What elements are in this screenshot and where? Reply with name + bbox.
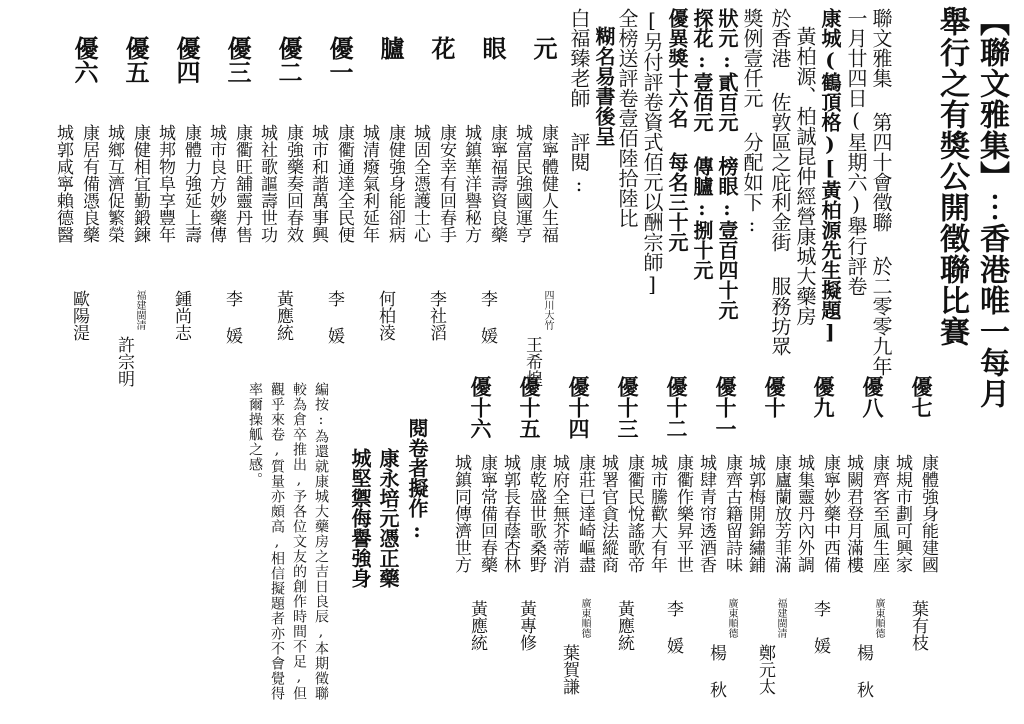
winner-couplet-line2: 城郭梅開錦繡鋪: [745, 454, 765, 573]
intro-line5: 於香港 佐敦區之庇利金街 服務坊眾: [768, 8, 792, 356]
editor-note-line1: 編按:為還就康城大藥房之吉日良辰,本期徵聯: [313, 382, 329, 701]
prize-line8: 白福臻老師 評閱:: [567, 8, 591, 196]
winner-rank: 元: [529, 36, 558, 60]
winner-couplet-line1: 康寧常備回春藥: [477, 454, 497, 573]
winner-origin: 廣東順德: [579, 598, 590, 638]
winner-author: 鄭元太: [755, 644, 775, 695]
judges-title: 閱卷者擬作:: [405, 418, 429, 542]
winner-couplet-line2: 城肆青帘透酒香: [696, 454, 716, 573]
judges-line1: 康永培元憑正藥: [376, 448, 400, 588]
winner-author: 楊 秋: [706, 644, 726, 698]
winner-author: 黃應統: [467, 600, 487, 651]
winner-couplet-line1: 康衢旺舖靈丹售: [232, 124, 252, 243]
winner-rank: 優十四: [566, 376, 591, 439]
winner-rank: 優八: [860, 376, 885, 418]
intro-line1: 聯文雅集 第四十會徵聯 於二零零九年: [869, 8, 893, 376]
winner-rank: 優九: [811, 376, 836, 418]
winner-rank: 優五: [121, 36, 150, 84]
judges-line2: 城堅禦侮譽強身: [348, 448, 372, 588]
prize-line4: 優異獎十六名 每名三十元: [665, 8, 689, 252]
winner-couplet-line1: 康廬蘭放芳菲滿: [771, 454, 791, 573]
notice-title-line1: 【聯文雅集】︙香港唯一每月: [974, 6, 1009, 409]
winner-couplet-line2: 城鎮華洋譽秘方: [461, 124, 481, 243]
winner-couplet-line2: 城郭長春蔭杏林: [500, 454, 520, 573]
winner-rank: 花: [427, 36, 456, 60]
prize-line6: 全榜送評卷壹佰陸拾陸比: [615, 8, 639, 228]
winner-couplet-line1: 康安幸有回春手: [436, 124, 456, 243]
winner-couplet-line2: 城鎮同傳濟世方: [451, 454, 471, 573]
winner-couplet-line1: 康居有備憑良藥: [79, 124, 99, 243]
winner-rank: 優十二: [664, 376, 689, 439]
winner-rank: 優十: [762, 376, 787, 418]
winner-couplet-line2: 城市良方妙藥傳: [206, 124, 226, 243]
prize-line2: 狀元:貳百元 榜眼:壹百四十元: [715, 8, 739, 320]
intro-line4: 黃柏源、柏誠昆仲經營康城大藥房: [793, 26, 817, 326]
winner-author: 李 媛: [222, 290, 242, 344]
winner-rank: 優十三: [615, 376, 640, 439]
prize-line5: [另付評卷資式佰元以酬宗師]: [640, 8, 664, 296]
winner-author: 黃專修: [516, 600, 536, 651]
editor-note-line2: 較為倉卒推出,予各位文友的創作時間不足,但: [291, 382, 307, 701]
winner-origin: 四川大竹: [542, 290, 553, 330]
winner-rank: 優七: [909, 376, 934, 418]
winner-author: 許宗明: [114, 336, 134, 387]
winner-couplet-line1: 康寧福壽資良藥: [487, 124, 507, 243]
winner-origin: 福建閩清: [775, 598, 786, 638]
winner-rank: 優十六: [468, 376, 493, 439]
winner-couplet-line1: 康體強身能建國: [918, 454, 938, 573]
winner-couplet-line1: 康乾盛世歌桑野: [526, 454, 546, 573]
intro-line2: 一月廿四日(星期六)舉行評卷: [844, 8, 868, 296]
winner-couplet-line2: 城闕君登月滿樓: [843, 454, 863, 573]
winner-author: 鍾尚志: [171, 290, 191, 341]
winner-couplet-line2: 城集靈丹內外調: [794, 454, 814, 573]
winner-couplet-line2: 城署官貪法縱商: [598, 454, 618, 573]
intro-line3: 康城(鶴頂格)[黃柏源先生擬題]: [818, 8, 842, 344]
winner-couplet-line2: 城郭咸寧賴德醫: [53, 124, 73, 243]
prize-line7: 糊名易書後呈: [592, 26, 616, 146]
prize-line3: 探花:壹佰元 傳臚:捌十元: [690, 8, 714, 280]
winner-couplet-line1: 康寧體健人生福: [538, 124, 558, 243]
winner-rank: 優三: [223, 36, 252, 84]
winner-couplet-line1: 康莊已達崎嶇盡: [575, 454, 595, 573]
winner-couplet-line2: 城清癈氣利延年: [359, 124, 379, 243]
winner-rank: 優二: [274, 36, 303, 84]
winner-author: 李社滔: [426, 290, 446, 341]
winner-rank: 優六: [70, 36, 99, 84]
winner-author: 歐陽湜: [69, 290, 89, 341]
prize-line1: 獎例壹仟元 分配如下:: [740, 8, 764, 236]
winner-author: 楊 秋: [853, 644, 873, 698]
winner-couplet-line2: 城規市劃可興家: [892, 454, 912, 573]
winner-origin: 廣東順德: [873, 598, 884, 638]
winner-rank: 眼: [478, 36, 507, 60]
winner-origin: 福建閩清: [134, 290, 145, 330]
winner-author: 葉有枝: [908, 600, 928, 651]
winner-author: 葉賀謙: [559, 644, 579, 695]
notice-title-line2: 舉行之有獎公開徵聯比賽: [934, 6, 969, 347]
winner-rank: 優十五: [517, 376, 542, 439]
winner-couplet-line1: 康寧妙藥中西備: [820, 454, 840, 573]
winner-rank: 優一: [325, 36, 354, 84]
winner-rank: 臚: [376, 36, 405, 60]
winner-author: 李 媛: [810, 600, 830, 654]
winner-origin: 廣東順德: [726, 598, 737, 638]
winner-author: 李 媛: [324, 290, 344, 344]
winner-author: 李 媛: [663, 600, 683, 654]
winner-couplet-line2: 城社歌謳壽世功: [257, 124, 277, 243]
winner-couplet-line1: 康體力強延上壽: [181, 124, 201, 243]
winner-author: 李 媛: [477, 290, 497, 344]
winner-author: 黃應統: [614, 600, 634, 651]
winner-couplet-line2: 城府全無芥蒂消: [549, 454, 569, 573]
winner-couplet-line1: 康齊古籍留詩味: [722, 454, 742, 573]
winner-couplet-line1: 康健相宜勤鍛鍊: [130, 124, 150, 243]
winner-author: 何柏淩: [375, 290, 395, 341]
editor-note-line4: 率爾操觚之感。: [247, 382, 263, 487]
winner-couplet-line2: 城市騰歡大有年: [647, 454, 667, 573]
winner-couplet-line1: 康強藥奏回春效: [283, 124, 303, 243]
winner-couplet-line1: 康衢作樂昇平世: [673, 454, 693, 573]
winner-couplet-line2: 城富民強國運亨: [512, 124, 532, 243]
winner-couplet-line1: 康齊客至風生座: [869, 454, 889, 573]
winner-couplet-line2: 城鄉互濟促繁榮: [104, 124, 124, 243]
winner-couplet-line1: 康衢通達全民便: [334, 124, 354, 243]
winner-rank: 優四: [172, 36, 201, 84]
winner-couplet-line1: 康健強身能卻病: [385, 124, 405, 243]
winner-author: 王希煌: [522, 336, 542, 387]
winner-author: 黃應統: [273, 290, 293, 341]
winner-rank: 優十一: [713, 376, 738, 439]
winner-couplet-line1: 康衢民悅謠歌帝: [624, 454, 644, 573]
winner-couplet-line2: 城市和諧萬事興: [308, 124, 328, 243]
winner-couplet-line2: 城邦物阜享豐年: [155, 124, 175, 243]
editor-note-line3: 觀乎來卷,質量亦頗高,相信擬題者亦不會覺得: [269, 382, 285, 701]
winner-couplet-line2: 城固全憑護士心: [410, 124, 430, 243]
